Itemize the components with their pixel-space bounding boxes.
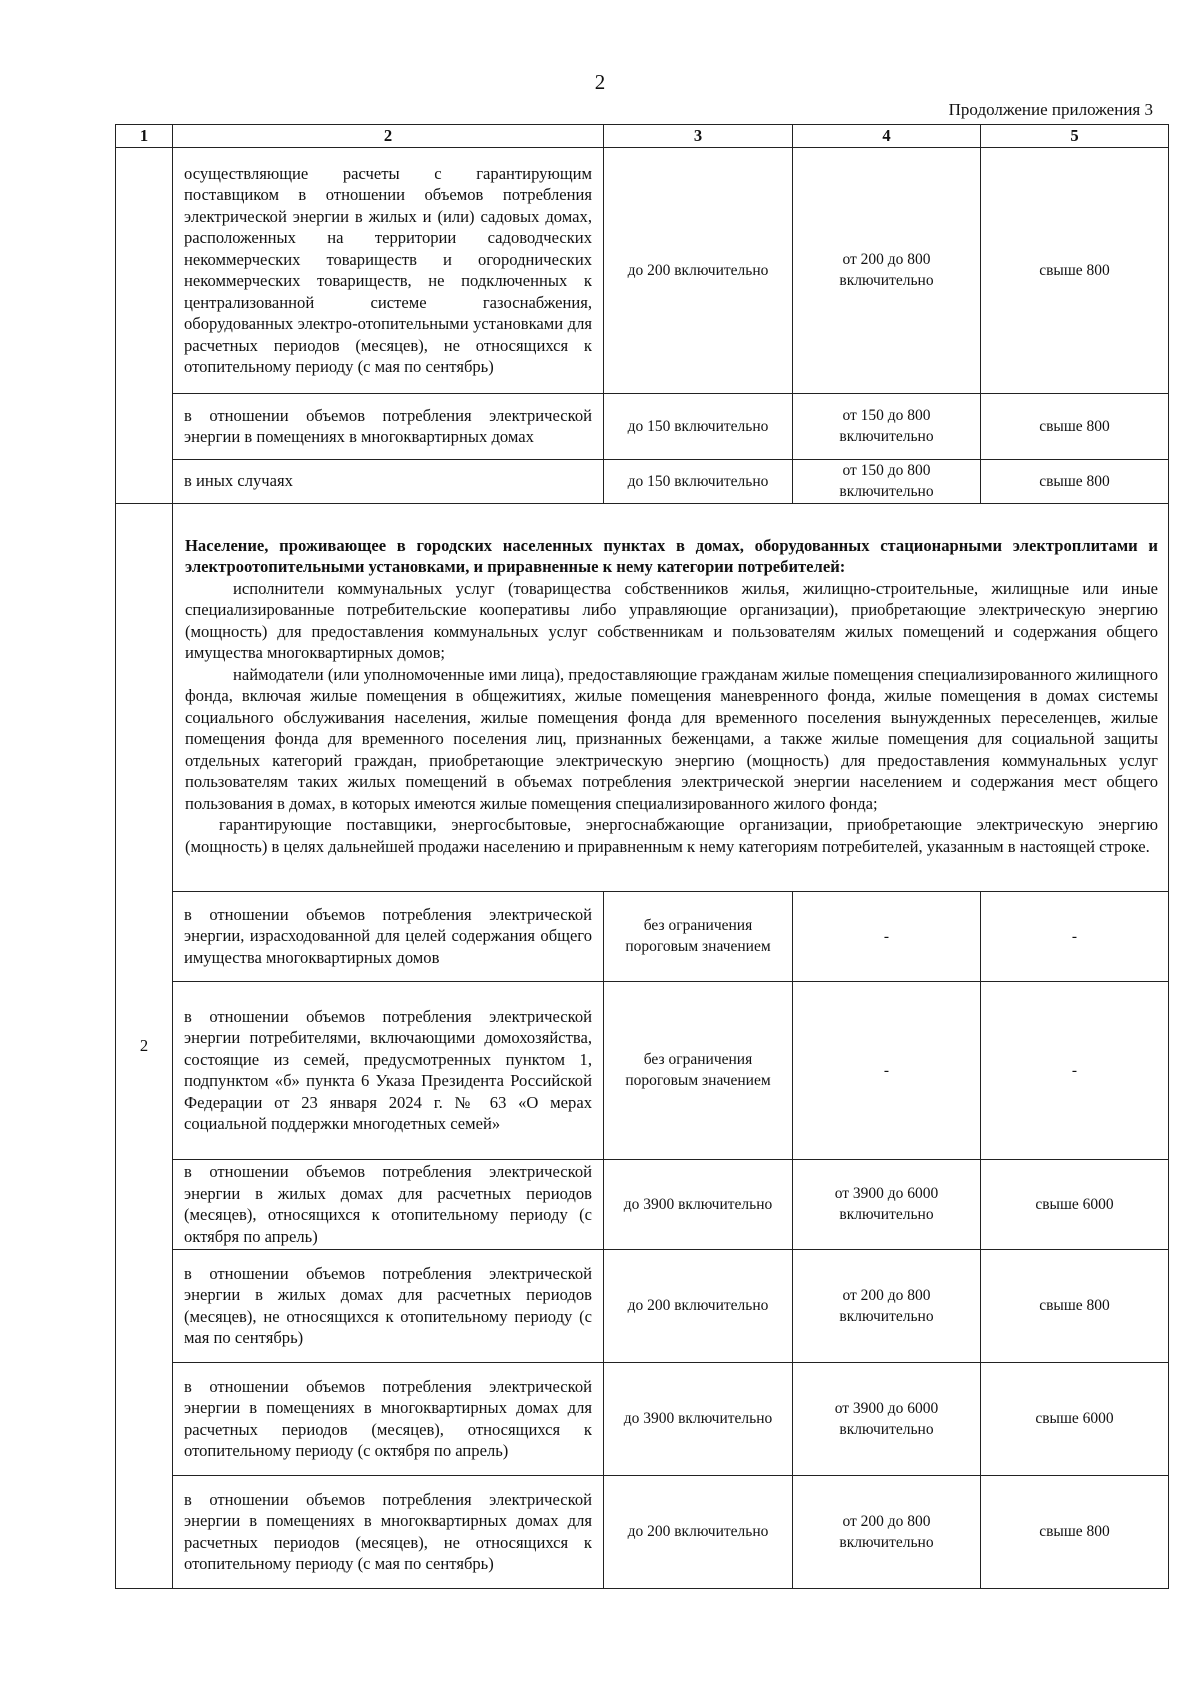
table-row <box>116 1159 1169 1249</box>
threshold-cell: от 3900 до 6000 включительно <box>793 1159 981 1249</box>
threshold-cell: свыше 800 <box>981 1249 1169 1362</box>
threshold-cell: - <box>793 981 981 1159</box>
threshold-cell: свыше 800 <box>981 1475 1169 1588</box>
threshold-cell: от 150 до 800 включительно <box>793 393 981 459</box>
category-description <box>173 503 1169 891</box>
threshold-cell: до 200 включительно <box>604 147 793 393</box>
threshold-cell: без ограничения пороговым значением <box>604 891 793 981</box>
threshold-cell: до 200 включительно <box>604 1475 793 1588</box>
table-row <box>116 891 1169 981</box>
table-row <box>116 503 1169 891</box>
threshold-cell: - <box>981 891 1169 981</box>
threshold-cell: от 3900 до 6000 включительно <box>793 1362 981 1475</box>
page-number: 2 <box>594 70 606 94</box>
header-cell: 5 <box>981 125 1169 148</box>
threshold-cell: свыше 6000 <box>981 1362 1169 1475</box>
row-description: в отношении объемов потребления электрической энергии в помещениях в многоквартирных домах для расчетных периодов (месяцев), не относящихся к отопительному периоду (с мая по сентябрь) <box>173 1475 604 1588</box>
threshold-cell: от 200 до 800 включительно <box>793 147 981 393</box>
row-description: осуществляющие расчеты с гарантирующим поставщиком в отношении объемов потребления электрической энергии в жилых и (или) садовых домах, расположенных на территории садоводческих некоммерческих товариществ и огороднических некоммерческих товариществ, не подключенных к централизованной системе газоснабжения, оборудованных электро-отопительными установками для расчетных периодов (месяцев), не относящихся к отопительному периоду (с мая по сентябрь) <box>173 147 604 393</box>
threshold-cell: до 150 включительно <box>604 393 793 459</box>
table-row <box>116 1475 1169 1588</box>
threshold-cell: - <box>793 891 981 981</box>
row-description: в отношении объемов потребления электрической энергии в жилых домах для расчетных периодов (месяцев), не относящихся к отопительному периоду (с мая по сентябрь) <box>173 1249 604 1362</box>
row-description: в отношении объемов потребления электрической энергии потребителями, включающими домохозяйства, состоящие из семей, предусмотренных пунктом 1, подпунктом «б» пункта 6 Указа Президента Российской Федерации от 23 января 2024 г. № 63 «О мерах социальной поддержки многодетных семей» <box>173 981 604 1159</box>
row-description: в отношении объемов потребления электрической энергии в жилых домах для расчетных периодов (месяцев), относящихся к отопительному периоду (с октября по апрель) <box>173 1159 604 1249</box>
threshold-cell: до 3900 включительно <box>604 1362 793 1475</box>
header-cell: 3 <box>604 125 793 148</box>
threshold-cell: - <box>981 981 1169 1159</box>
threshold-cell: свыше 6000 <box>981 1159 1169 1249</box>
header-cell: 2 <box>173 125 604 148</box>
row-number-cell <box>116 147 173 503</box>
header-cell: 1 <box>116 125 173 148</box>
table-row <box>116 147 1169 393</box>
category-paragraph: исполнители коммунальных услуг (товарищества собственников жилья, жилищно-строительные, жилищные или иные специализированные потребительские кооперативы либо управляющие организации), приобретающие электрическую энергию (мощность) для предоставления коммунальных услуг собственникам и пользователям жилых помещений и содержания общего имущества многоквартирных домов; <box>185 578 1158 663</box>
threshold-cell: без ограничения пороговым значением <box>604 981 793 1159</box>
tariff-table <box>115 124 1169 1589</box>
row-description: в иных случаях <box>173 459 604 503</box>
threshold-cell: до 200 включительно <box>604 1249 793 1362</box>
table-row <box>116 393 1169 459</box>
table-row <box>116 1362 1169 1475</box>
row-number-cell: 2 <box>116 503 173 1588</box>
category-paragraph: гарантирующие поставщики, энергосбытовые, энергоснабжающие организации, приобретающие электрическую энергию (мощность) в целях дальнейшей продажи населению и приравненным к нему категориям потребителей, указанным в настоящей строке. <box>185 815 1158 856</box>
threshold-cell: до 3900 включительно <box>604 1159 793 1249</box>
threshold-cell: свыше 800 <box>981 393 1169 459</box>
threshold-cell: свыше 800 <box>981 147 1169 393</box>
header-cell: 4 <box>793 125 981 148</box>
category-title: Население, проживающее в городских населенных пунктах в домах, оборудованных стационарными электроплитами и электроотопительными установками, и приравненные к нему категории потребителей: <box>185 535 1158 577</box>
row-description: в отношении объемов потребления электрической энергии, израсходованной для целей содержания общего имущества многоквартирных домов <box>173 891 604 981</box>
threshold-cell: свыше 800 <box>981 459 1169 503</box>
header-row <box>116 125 1169 148</box>
threshold-cell: от 200 до 800 включительно <box>793 1475 981 1588</box>
threshold-cell: от 200 до 800 включительно <box>793 1249 981 1362</box>
category-paragraph: наймодатели (или уполномоченные ими лица), предоставляющие гражданам жилые помещения специализированного жилищного фонда, включая жилые помещения в общежитиях, жилые помещения маневренного фонда, жилые помещения в домах системы социального обслуживания населения, жилые помещения фонда для временного поселения вынужденных переселенцев, жилые помещения фонда для временного поселения лиц, признанных беженцами, а также жилые помещения для социальной защиты отдельных категорий граждан, приобретающие электрическую энергию (мощность) для предоставления коммунальных услуг пользователям таких жилых помещений в объемах потребления электрической энергии населением и содержания мест общего пользования в домах, в которых имеются жилые помещения специализированного жилого фонда; <box>185 664 1158 813</box>
threshold-cell: от 150 до 800 включительно <box>793 459 981 503</box>
table-row <box>116 1249 1169 1362</box>
table-row <box>116 981 1169 1159</box>
appendix-caption: Продолжение приложения 3 <box>948 100 1153 119</box>
row-description: в отношении объемов потребления электрической энергии в помещениях в многоквартирных домах <box>173 393 604 459</box>
row-description: в отношении объемов потребления электрической энергии в помещениях в многоквартирных домах для расчетных периодов (месяцев), относящихся к отопительному периоду (с октября по апрель) <box>173 1362 604 1475</box>
table-row <box>116 459 1169 503</box>
threshold-cell: до 150 включительно <box>604 459 793 503</box>
